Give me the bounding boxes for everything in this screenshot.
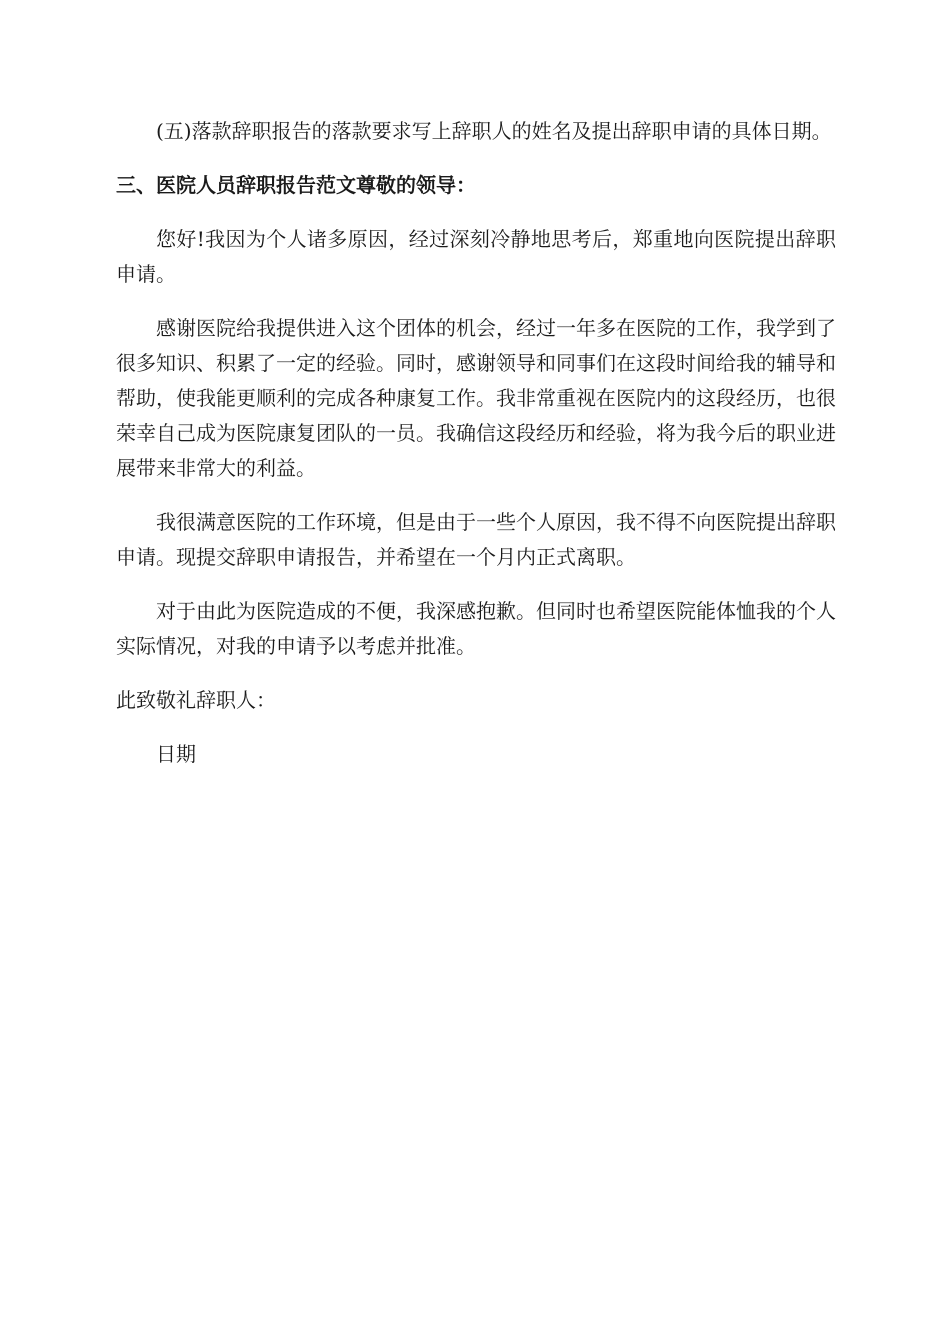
section-heading: 三、医院人员辞职报告范文尊敬的领导： xyxy=(116,173,476,197)
paragraph-apology: 对于由此为医院造成的不便，我深感抱歉。但同时也希望医院能体恤我的个人实际情况，对我的申请予以考虑并批准。 xyxy=(116,599,836,658)
paragraph-reason: 我很满意医院的工作环境，但是由于一些个人原因，我不得不向医院提出辞职申请。现提交辞职申请报告，并希望在一个月内正式离职。 xyxy=(116,510,836,569)
paragraph-gratitude: 感谢医院给我提供进入这个团体的机会，经过一年多在医院的工作，我学到了很多知识、积累了一定的经验。同时，感谢领导和同事们在这段时间给我的辅导和帮助，使我能更顺利的完成各种康复工作。我非常重视在医院内的这段经历，也很荣幸自己成为医院康复团队的一员。我确信这段经历和经验，将为我今后的职业进展带来非常大的利益。 xyxy=(116,316,836,480)
document-body xyxy=(116,114,836,791)
date-line: 日期 xyxy=(156,742,196,766)
paragraph-signature-requirement: (五)落款辞职报告的落款要求写上辞职人的姓名及提出辞职申请的具体日期。 xyxy=(156,119,832,143)
closing-salutation: 此致敬礼辞职人： xyxy=(116,688,276,712)
paragraph-greeting: 您好!我因为个人诸多原因，经过深刻冷静地思考后，郑重地向医院提出辞职申请。 xyxy=(116,227,836,286)
